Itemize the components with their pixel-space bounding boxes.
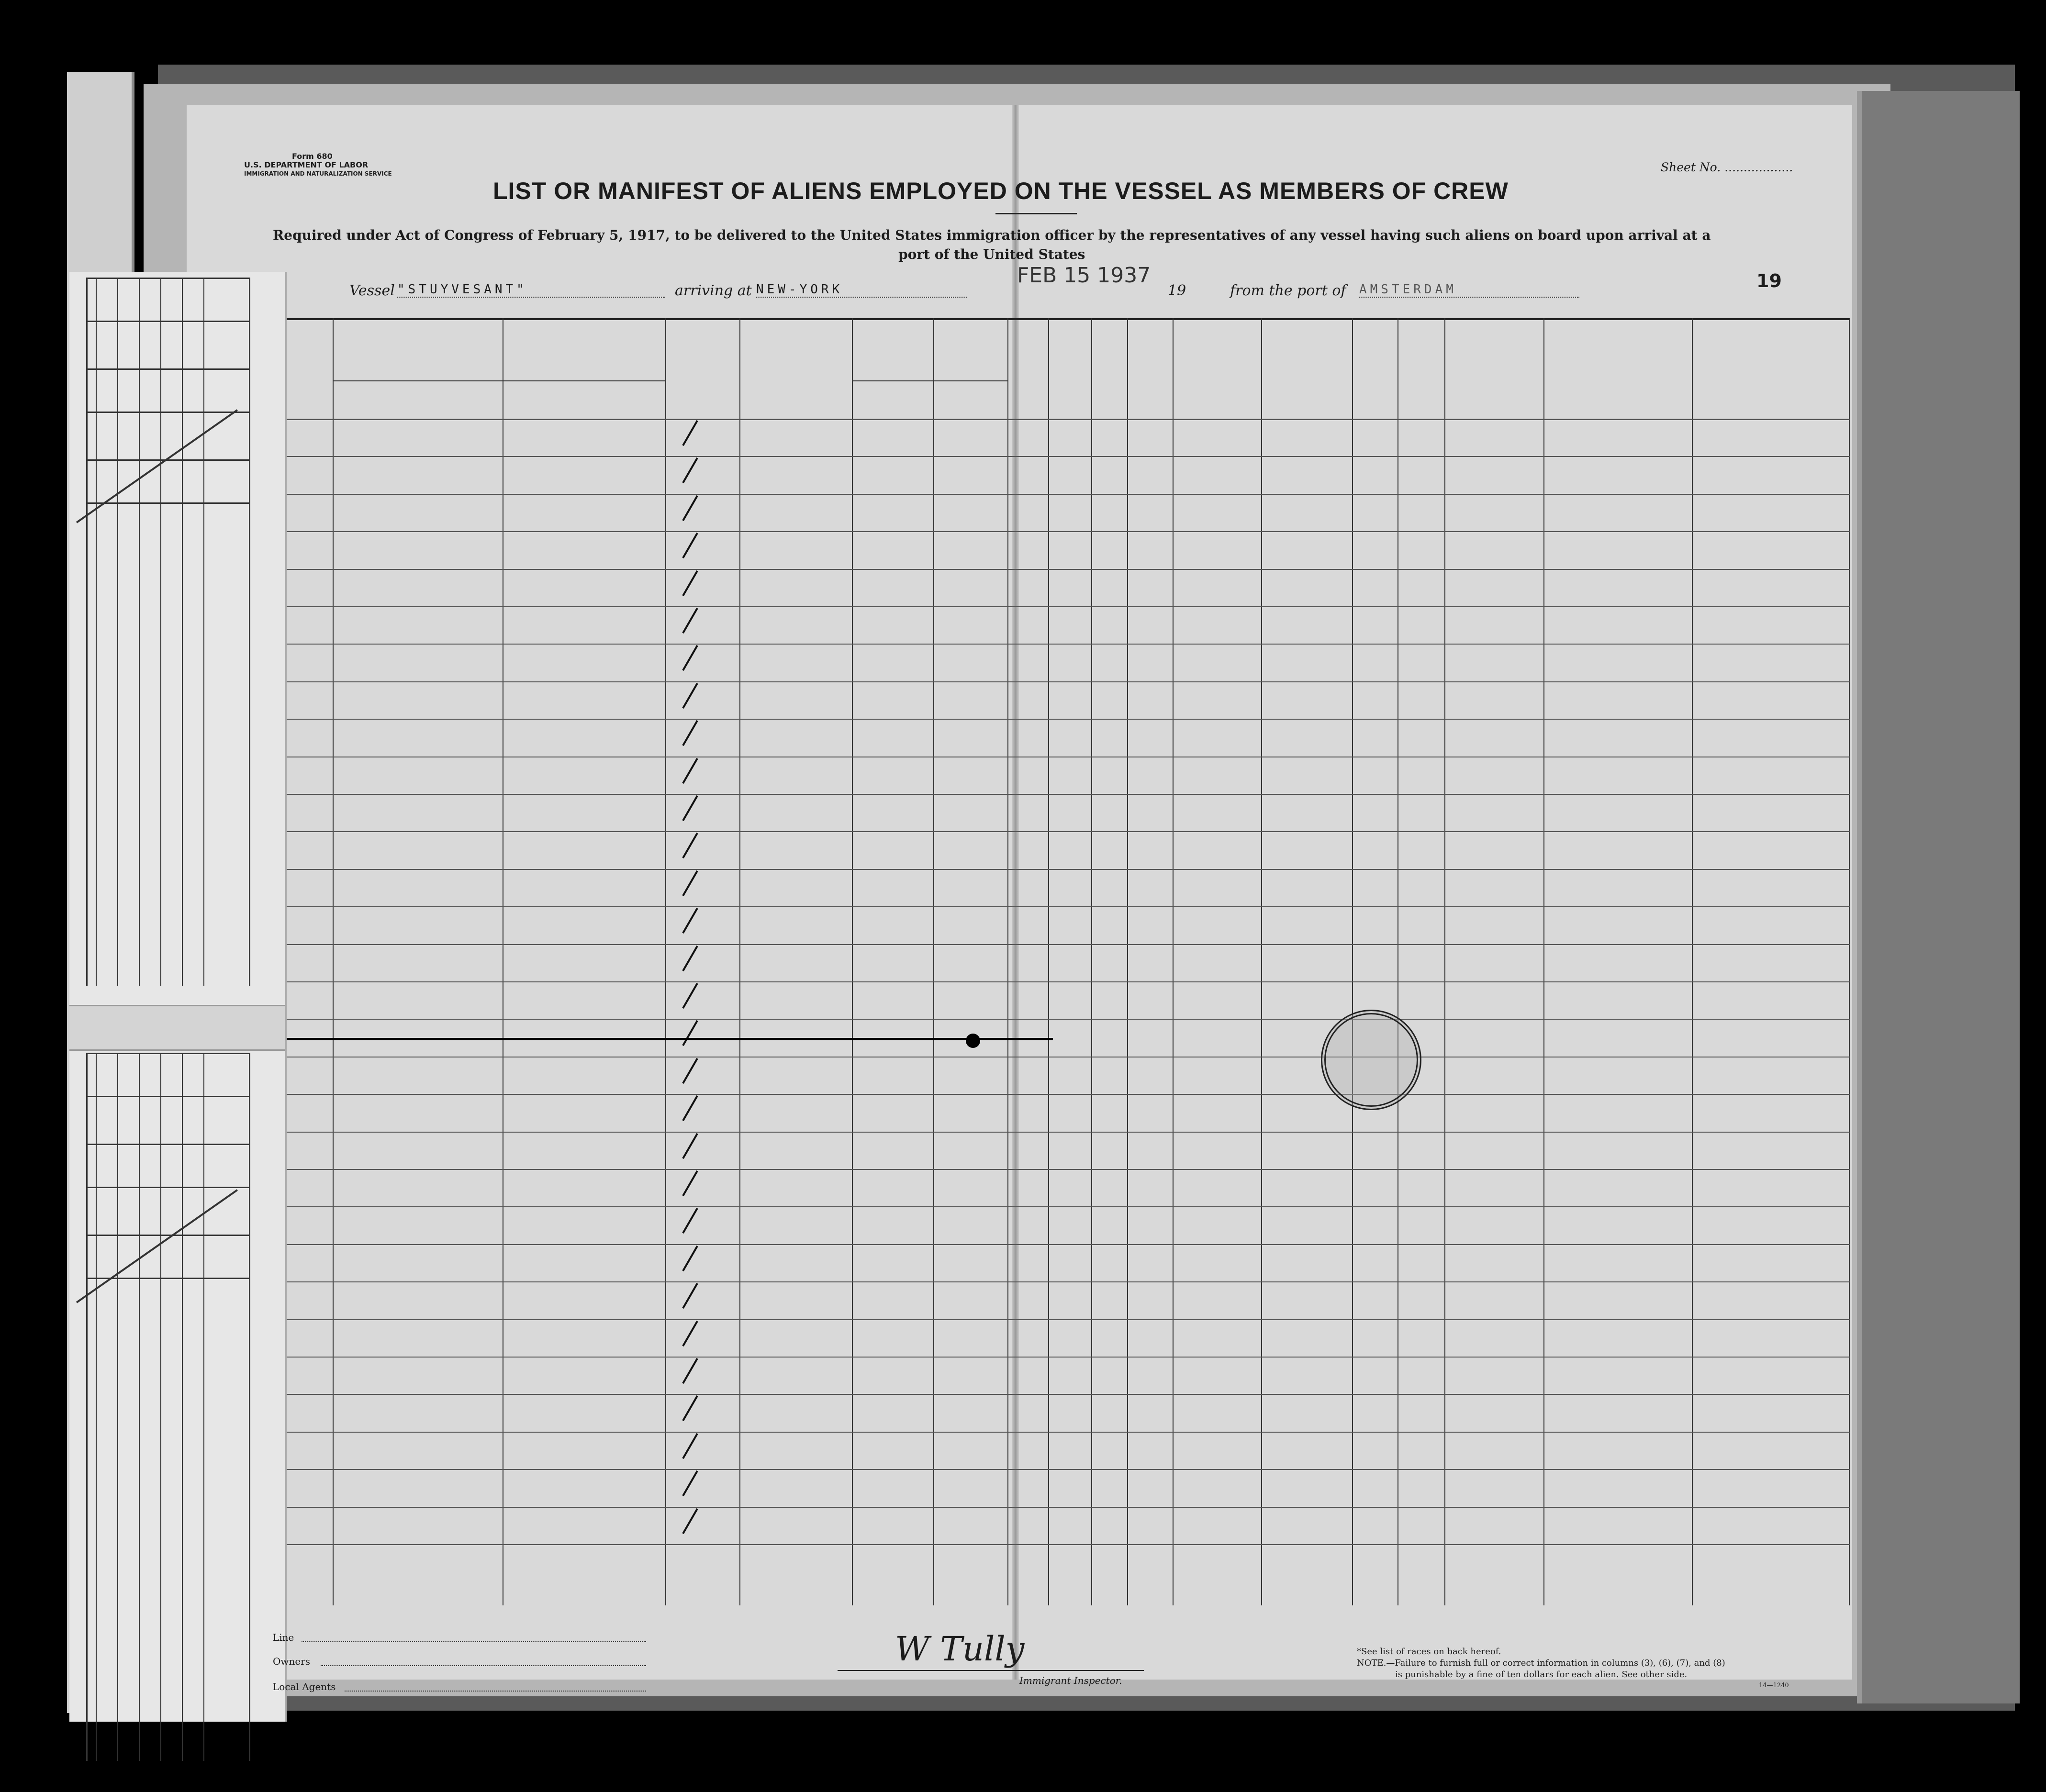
arriving-label: arriving at [675, 282, 752, 299]
slip-rule [160, 1053, 161, 1761]
slip-rule [203, 1053, 204, 1761]
owners-rule [321, 1664, 646, 1666]
from-label: from the port of [1230, 282, 1346, 299]
row-rule [268, 531, 1850, 532]
column-rule [1352, 318, 1353, 1605]
vessel-name: "STUYVESANT" [397, 282, 665, 298]
row-rule [268, 1394, 1850, 1395]
owners-label: Owners [273, 1656, 311, 1667]
row-rule [268, 419, 1850, 420]
inspector-label: Immigrant Inspector. [1019, 1675, 1122, 1686]
row-rule [268, 569, 1850, 570]
column-rule [933, 318, 934, 1605]
row-rule [268, 1357, 1850, 1358]
service-check-mark [682, 946, 698, 971]
crew-table [268, 318, 1850, 1605]
service-check-mark [682, 1133, 698, 1159]
footnote-races: *See list of races on back hereof. [1357, 1647, 1501, 1657]
service-check-mark [682, 533, 698, 558]
sheet-number-label: Sheet No. .................. [1661, 160, 1793, 174]
slip-rule [139, 278, 140, 986]
service-check-mark [682, 1321, 698, 1347]
page-number: 19 [1756, 270, 1782, 291]
column-rule [1543, 318, 1544, 1605]
column-rule [1444, 318, 1445, 1605]
slip-rule [86, 1187, 250, 1188]
slip-rule [160, 278, 161, 986]
row-rule [268, 1544, 1850, 1545]
form-number: Form 680 [292, 152, 333, 161]
slip-rule [86, 1053, 88, 1761]
row-rule [268, 1244, 1850, 1245]
inspector-rule [838, 1670, 1144, 1671]
slip-rule [86, 459, 250, 461]
service-check-mark [682, 608, 698, 634]
column-rule [852, 318, 853, 1605]
slip-rule [249, 278, 250, 986]
slip-rule [86, 1235, 250, 1236]
form-code: 14—1240 [1759, 1682, 1789, 1689]
slip-rule [86, 502, 250, 504]
row-rule [268, 981, 1850, 982]
line-label: Line [273, 1632, 294, 1643]
service-check-mark [682, 570, 698, 596]
agency-header [244, 152, 392, 178]
sheet-no-text: Sheet No. [1661, 160, 1721, 174]
slip-rule [139, 1053, 140, 1761]
slip-rule [96, 278, 97, 986]
arrival-date-stamp: FEB 15 1937 [1017, 263, 1151, 288]
row-rule [268, 681, 1850, 682]
row-rule [268, 719, 1850, 720]
table-top-rule [268, 318, 1850, 320]
row-rule [268, 906, 1850, 907]
slip-rule [86, 278, 250, 279]
row-rule [268, 869, 1850, 870]
column-rule [1261, 318, 1262, 1605]
overlay-slip [69, 272, 287, 1722]
inspector-signature: W Tully [895, 1629, 1025, 1669]
footnote [1357, 1646, 1725, 1681]
slip-rule [86, 321, 250, 322]
column-rule [1849, 318, 1850, 1605]
service-check-mark [682, 1020, 698, 1046]
slip-rule [117, 278, 118, 986]
row-rule [268, 1132, 1850, 1133]
subtitle-line-1: Required under Act of Congress of February 5, 1917, to be delivered to the United States immigration officer by the representatives of any vessel having such aliens on board upon arrival at a [273, 227, 1711, 243]
row-rule [268, 494, 1850, 495]
column-rule [1692, 318, 1693, 1605]
service-check-mark [682, 720, 698, 746]
folder-edge [1857, 91, 2020, 1703]
column-rule [1091, 318, 1092, 1605]
agency-line-2: IMMIGRATION AND NATURALIZATION SERVICE [244, 170, 392, 177]
title-rule [995, 213, 1077, 214]
slip-rule [86, 412, 250, 413]
service-check-mark [682, 908, 698, 934]
column-rule [1127, 318, 1128, 1605]
slip-rule [86, 1096, 250, 1097]
service-check-mark [682, 833, 698, 858]
service-check-mark [682, 1395, 698, 1421]
row-rule [268, 1019, 1850, 1020]
service-check-mark [682, 457, 698, 483]
row-rule [268, 1319, 1850, 1320]
strike-through-line [268, 1038, 1053, 1040]
agency-line-1: U.S. DEPARTMENT OF LABOR [244, 160, 369, 169]
service-check-mark [682, 870, 698, 896]
slip-rule [86, 1053, 250, 1054]
service-check-mark [682, 1470, 698, 1496]
service-check-mark [682, 420, 698, 446]
arriving-port: NEW-YORK [756, 282, 967, 298]
local-agents-rule [345, 1690, 646, 1692]
circular-stamp [1321, 1010, 1421, 1110]
row-rule [268, 831, 1850, 832]
service-check-mark [682, 1170, 698, 1196]
column-rule [739, 318, 740, 1605]
column-rule [665, 318, 666, 1605]
page-title: LIST OR MANIFEST OF ALIENS EMPLOYED ON THE VESSEL AS MEMBERS OF CREW [493, 178, 1509, 204]
column-rule [1007, 318, 1008, 1605]
slip-rule [86, 278, 88, 986]
header-subrule [852, 380, 1007, 381]
row-rule [268, 1094, 1850, 1095]
service-check-mark [682, 1058, 698, 1084]
footnote-note: NOTE.—Failure to furnish full or correct information in columns (3), (6), (7), and (8) [1357, 1658, 1725, 1668]
header-subrule [333, 380, 665, 381]
service-check-mark [682, 1208, 698, 1234]
slip-separator [69, 1005, 285, 1051]
service-check-mark [682, 683, 698, 709]
slip-rule [182, 278, 183, 986]
service-check-mark [682, 795, 698, 821]
vessel-label: Vessel [349, 282, 395, 299]
row-rule [268, 606, 1850, 607]
year-label: 19 [1168, 282, 1186, 299]
local-agents-label: Local Agents [273, 1681, 336, 1692]
slip-rule [86, 368, 250, 370]
slip-rule [86, 1144, 250, 1145]
slip-rule [117, 1053, 118, 1761]
service-check-mark [682, 1246, 698, 1271]
row-rule [268, 456, 1850, 457]
row-rule [268, 794, 1850, 795]
slip-rule [182, 1053, 183, 1761]
slip-rule [249, 1053, 250, 1761]
service-check-mark [682, 1433, 698, 1459]
service-check-mark [682, 1508, 698, 1534]
service-check-mark [682, 983, 698, 1009]
row-rule [268, 1432, 1850, 1433]
row-rule [268, 1469, 1850, 1470]
service-check-mark [682, 1095, 698, 1121]
service-check-mark [682, 1283, 698, 1309]
footnote-fine: is punishable by a fine of ten dollars for each alien. See other side. [1395, 1670, 1688, 1680]
service-check-mark [682, 1358, 698, 1384]
slip-rule [96, 1053, 97, 1761]
page-subtitle [273, 226, 1711, 264]
ink-blot [966, 1034, 980, 1048]
line-rule [302, 1640, 646, 1642]
slip-rule [203, 278, 204, 986]
column-rule [1048, 318, 1049, 1605]
from-port: AMSTERDAM [1359, 282, 1579, 298]
row-rule [268, 1169, 1850, 1170]
subtitle-line-2: port of the United States [898, 246, 1085, 262]
service-check-mark [682, 758, 698, 784]
row-rule [268, 1206, 1850, 1207]
service-check-mark [682, 495, 698, 521]
service-check-mark [682, 645, 698, 671]
column-rule [333, 318, 334, 1605]
row-rule [268, 644, 1850, 645]
row-rule [268, 1507, 1850, 1508]
row-rule [268, 944, 1850, 945]
row-rule [268, 1281, 1850, 1282]
column-rule [1173, 318, 1174, 1605]
